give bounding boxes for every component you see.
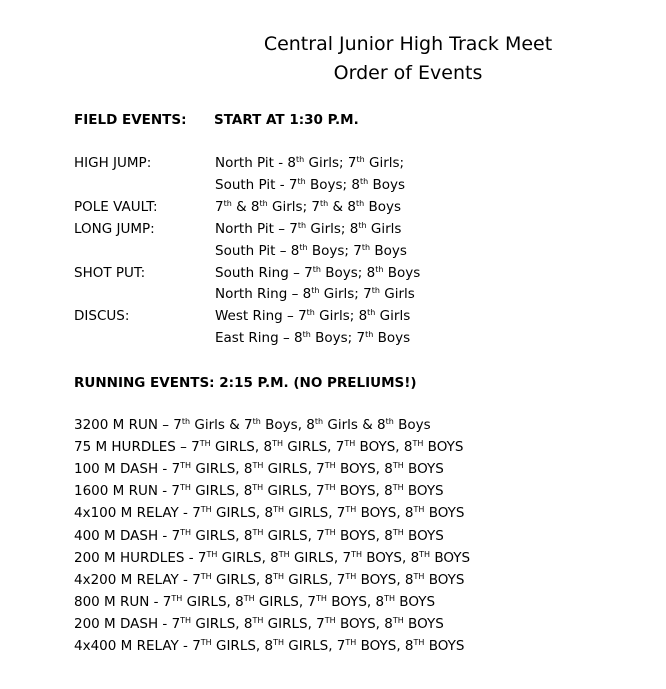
field-events-label: FIELD EVENTS:	[74, 112, 187, 128]
field-events-heading	[74, 110, 359, 130]
field-event-detail: West Ring – 7th Girls; 8th Girls	[215, 308, 411, 325]
field-event-row	[74, 196, 634, 218]
running-event-row: 200 M HURDLES - 7TH GIRLS, 8TH GIRLS, 7TH BOYS, 8TH BOYS	[74, 549, 471, 566]
field-event-row	[74, 152, 634, 174]
field-event-row	[74, 283, 634, 305]
running-event-row: 75 M HURDLES – 7TH GIRLS, 8TH GIRLS, 7TH BOYS, 8TH BOYS	[74, 439, 464, 456]
field-event-detail: 7th & 8th Girls; 7th & 8th Boys	[215, 198, 401, 215]
running-event-row: 100 M DASH - 7TH GIRLS, 8TH GIRLS, 7TH BOYS, 8TH BOYS	[74, 461, 444, 478]
document-subtitle: Order of Events	[333, 62, 483, 84]
field-event-detail: South Ring – 7th Boys; 8th Boys	[215, 264, 421, 281]
field-event-name: HIGH JUMP:	[74, 155, 152, 171]
field-event-name: LONG JUMP:	[74, 220, 155, 237]
field-event-name: DISCUS:	[74, 308, 130, 325]
field-event-name: POLE VAULT:	[74, 198, 158, 215]
field-event-row	[74, 305, 634, 327]
running-event-row: 400 M DASH - 7TH GIRLS, 8TH GIRLS, 7TH BOYS, 8TH BOYS	[74, 527, 444, 544]
field-events-start-time: START AT 1:30 P.M.	[214, 112, 359, 128]
field-event-row	[74, 240, 634, 262]
running-event-row: 4x200 M RELAY - 7TH GIRLS, 8TH GIRLS, 7TH BOYS, 8TH BOYS	[74, 571, 465, 588]
field-event-detail: North Pit - 8th Girls; 7th Girls;	[215, 155, 405, 171]
field-event-detail: East Ring – 8th Boys; 7th Boys	[215, 330, 411, 347]
field-event-row	[74, 174, 634, 196]
field-event-detail: South Pit - 7th Boys; 8th Boys	[215, 176, 406, 193]
field-event-row	[74, 327, 634, 349]
running-event-row: 3200 M RUN – 7th Girls & 7th Boys, 8th Girls & 8th Boys	[74, 417, 431, 433]
running-event-row: 200 M DASH - 7TH GIRLS, 8TH GIRLS, 7TH BOYS, 8TH BOYS	[74, 615, 444, 632]
running-event-row: 4x400 M RELAY - 7TH GIRLS, 8TH GIRLS, 7TH BOYS, 8TH BOYS	[74, 638, 465, 654]
field-event-detail: South Pit – 8th Boys; 7th Boys	[215, 242, 407, 259]
running-event-row: 800 M RUN - 7TH GIRLS, 8TH GIRLS, 7TH BOYS, 8TH BOYS	[74, 593, 436, 610]
running-event-row: 1600 M RUN - 7TH GIRLS, 8TH GIRLS, 7TH BOYS, 8TH BOYS	[74, 483, 444, 500]
running-events-heading: RUNNING EVENTS: 2:15 P.M. (NO PRELIUMS!)	[74, 375, 417, 391]
field-event-name: SHOT PUT:	[74, 264, 146, 281]
field-event-row	[74, 218, 634, 240]
field-event-detail: North Pit – 7th Girls; 8th Girls	[215, 220, 402, 237]
running-event-row: 4x100 M RELAY - 7TH GIRLS, 8TH GIRLS, 7TH BOYS, 8TH BOYS	[74, 505, 465, 522]
field-event-detail: North Ring – 8th Girls; 7th Girls	[215, 286, 415, 303]
document-title: Central Junior High Track Meet	[263, 33, 553, 55]
field-event-row	[74, 262, 634, 284]
